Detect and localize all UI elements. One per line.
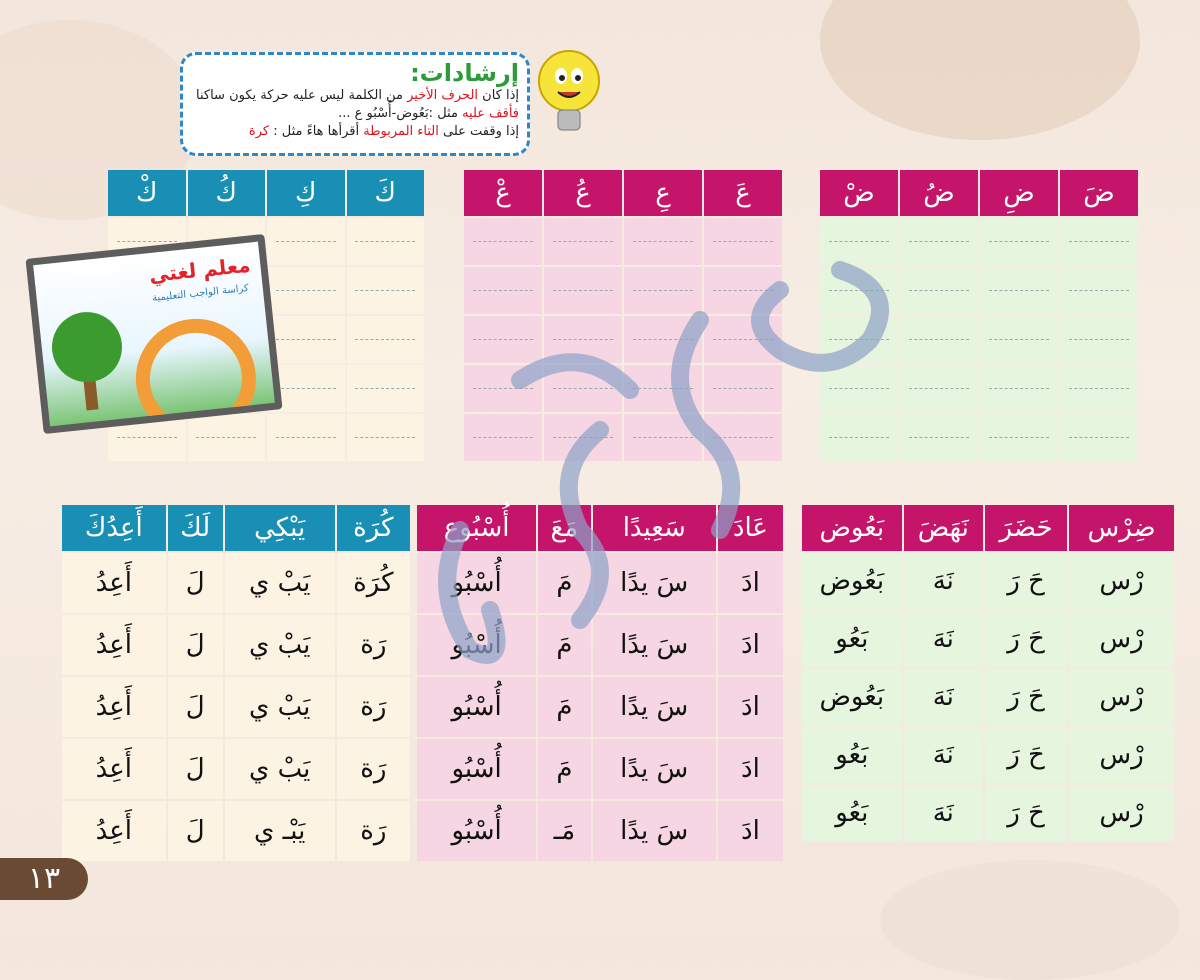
- writing-cell[interactable]: [544, 365, 622, 412]
- word-cell[interactable]: رْس: [1069, 785, 1174, 841]
- word-cell[interactable]: أَعِدُ: [62, 677, 166, 737]
- highlight: كرة: [248, 124, 270, 139]
- word-cell[interactable]: ادَ: [718, 739, 783, 799]
- writing-cell[interactable]: [464, 414, 542, 461]
- grid-header: كْ: [108, 170, 186, 216]
- word-cell[interactable]: نَهَ: [904, 553, 983, 609]
- word-cell[interactable]: حَ رَ: [985, 727, 1067, 783]
- word-cell[interactable]: مَ: [538, 615, 590, 675]
- writing-cell[interactable]: [980, 365, 1058, 412]
- writing-cell[interactable]: [820, 267, 898, 314]
- writing-cell[interactable]: [820, 316, 898, 363]
- word-cell[interactable]: حَ رَ: [985, 785, 1067, 841]
- writing-cell[interactable]: [1060, 365, 1138, 412]
- background-blob: [820, 0, 1140, 140]
- writing-cell[interactable]: [820, 414, 898, 461]
- writing-cell[interactable]: [464, 316, 542, 363]
- writing-cell[interactable]: [1060, 218, 1138, 265]
- highlight: فأقف عليه: [462, 106, 519, 121]
- writing-cell[interactable]: [1060, 414, 1138, 461]
- word-cell[interactable]: رَة: [337, 801, 410, 861]
- writing-cell[interactable]: [820, 365, 898, 412]
- writing-cell[interactable]: [347, 316, 425, 363]
- writing-cell[interactable]: [980, 316, 1058, 363]
- word-cell[interactable]: سَ يدًا: [593, 553, 716, 613]
- writing-cell[interactable]: [464, 267, 542, 314]
- word-cell[interactable]: رْس: [1069, 553, 1174, 609]
- writing-cell[interactable]: [704, 267, 782, 314]
- words-grid-blue: [60, 503, 412, 863]
- word-cell[interactable]: يَبْ ي: [225, 553, 335, 613]
- writing-cell[interactable]: [704, 414, 782, 461]
- writing-cell[interactable]: [267, 414, 345, 461]
- writing-cell[interactable]: [820, 218, 898, 265]
- writing-cell[interactable]: [347, 218, 425, 265]
- writing-cell[interactable]: [900, 365, 978, 412]
- writing-cell[interactable]: [900, 414, 978, 461]
- word-cell[interactable]: بَعُو: [802, 785, 902, 841]
- word-cell[interactable]: لَ: [168, 615, 223, 675]
- word-header: أُسْبُوع: [417, 505, 536, 551]
- text: مثل :بَعُوض-أُسْبُو ع ...: [338, 106, 463, 121]
- writing-cell[interactable]: [980, 218, 1058, 265]
- word-cell[interactable]: لَ: [168, 677, 223, 737]
- word-header: حَضَرَ: [985, 505, 1067, 551]
- writing-cell[interactable]: [544, 218, 622, 265]
- word-cell[interactable]: يَبْ ي: [225, 677, 335, 737]
- writing-cell[interactable]: [704, 365, 782, 412]
- text: من الكلمة ليس عليه حركة يكون ساكنا: [196, 88, 408, 103]
- word-cell[interactable]: كُرَة: [337, 553, 410, 613]
- word-cell[interactable]: لَ: [168, 553, 223, 613]
- text: أقرأها هاءً مثل :: [269, 124, 364, 139]
- word-cell[interactable]: سَ يدًا: [593, 615, 716, 675]
- writing-cell[interactable]: [624, 218, 702, 265]
- highlight: الحرف الأخير: [407, 88, 479, 103]
- instruction-line-3: [191, 123, 519, 141]
- grid-header: ضِ: [980, 170, 1058, 216]
- rainbow-graphic: [130, 313, 262, 426]
- word-cell[interactable]: بَعُوض: [802, 553, 902, 609]
- grid-header: عُ: [544, 170, 622, 216]
- writing-cell[interactable]: [1060, 267, 1138, 314]
- word-cell[interactable]: أُسْبُو: [417, 677, 536, 737]
- word-cell[interactable]: أُسْبُو: [417, 739, 536, 799]
- writing-cell[interactable]: [900, 316, 978, 363]
- word-cell[interactable]: بَعُوض: [802, 669, 902, 725]
- page-number: ١٣: [0, 858, 88, 900]
- grid-header: ضَ: [1060, 170, 1138, 216]
- word-cell[interactable]: حَ رَ: [985, 553, 1067, 609]
- writing-cell[interactable]: [347, 267, 425, 314]
- word-cell[interactable]: أَعِدُ: [62, 801, 166, 861]
- book-cover-image: [25, 234, 282, 434]
- word-header: نَهَضَ: [904, 505, 983, 551]
- instruction-line-2: [191, 105, 519, 123]
- writing-cell[interactable]: [544, 267, 622, 314]
- instruction-line-1: [191, 87, 519, 105]
- word-cell[interactable]: أَعِدُ: [62, 615, 166, 675]
- instructions-box: [180, 52, 530, 156]
- word-cell[interactable]: بَعُو: [802, 727, 902, 783]
- word-cell[interactable]: ادَ: [718, 677, 783, 737]
- grid-header: ضُ: [900, 170, 978, 216]
- word-cell[interactable]: نَهَ: [904, 785, 983, 841]
- grid-header: ضْ: [820, 170, 898, 216]
- word-cell[interactable]: رْس: [1069, 611, 1174, 667]
- grid-header: عَ: [704, 170, 782, 216]
- grid-header: كُ: [188, 170, 266, 216]
- writing-cell[interactable]: [980, 414, 1058, 461]
- word-cell[interactable]: يَبْ ي: [225, 615, 335, 675]
- word-cell[interactable]: مَ: [538, 553, 590, 613]
- writing-cell[interactable]: [347, 365, 425, 412]
- grid-header: عْ: [464, 170, 542, 216]
- writing-cell[interactable]: [544, 414, 622, 461]
- book-cover-art: [33, 242, 275, 427]
- word-cell[interactable]: بَعُو: [802, 611, 902, 667]
- word-header: عَادَ: [718, 505, 783, 551]
- word-cell[interactable]: أَعِدُ: [62, 553, 166, 613]
- word-cell[interactable]: يَبْـ ي: [225, 801, 335, 861]
- writing-cell[interactable]: [980, 267, 1058, 314]
- text: إذا وقفت على: [438, 124, 519, 139]
- writing-cell[interactable]: [347, 414, 425, 461]
- grid-header: كَ: [347, 170, 425, 216]
- word-cell[interactable]: رْس: [1069, 669, 1174, 725]
- words-grid-magenta: [415, 503, 785, 863]
- book-subtitle: كراسة الواجب التعليمية: [151, 282, 250, 304]
- ain-grid: [462, 168, 784, 463]
- tree-graphic: [49, 309, 126, 386]
- word-cell[interactable]: مَ: [538, 739, 590, 799]
- writing-cell[interactable]: [624, 316, 702, 363]
- word-cell[interactable]: رَة: [337, 677, 410, 737]
- text: إذا كان: [478, 88, 519, 103]
- word-cell[interactable]: نَهَ: [904, 669, 983, 725]
- word-cell[interactable]: سَ يدًا: [593, 677, 716, 737]
- word-cell[interactable]: لَ: [168, 739, 223, 799]
- word-cell[interactable]: أُسْبُو: [417, 553, 536, 613]
- writing-cell[interactable]: [624, 365, 702, 412]
- instructions-title: إرشادات:: [410, 59, 519, 87]
- book-title: معلم لغتي: [147, 252, 252, 288]
- highlight: التاء المربوطة: [363, 124, 439, 139]
- word-header: أَعِدُكَ: [62, 505, 166, 551]
- word-header: سَعِيدًا: [593, 505, 716, 551]
- word-header: بَعُوض: [802, 505, 902, 551]
- word-cell[interactable]: سَ يدًا: [593, 801, 716, 861]
- background-blob: [880, 860, 1180, 980]
- word-header: مَعَ: [538, 505, 590, 551]
- writing-cell[interactable]: [188, 414, 266, 461]
- writing-cell[interactable]: [267, 267, 345, 314]
- word-cell[interactable]: مَـ: [538, 801, 590, 861]
- writing-cell[interactable]: [900, 267, 978, 314]
- writing-cell[interactable]: [544, 316, 622, 363]
- writing-cell[interactable]: [267, 316, 345, 363]
- word-cell[interactable]: لَ: [168, 801, 223, 861]
- word-cell[interactable]: مَ: [538, 677, 590, 737]
- writing-cell[interactable]: [624, 267, 702, 314]
- word-cell[interactable]: ادَ: [718, 615, 783, 675]
- writing-cell[interactable]: [624, 414, 702, 461]
- word-header: يَبْكِي: [225, 505, 335, 551]
- lightbulb-icon: [534, 46, 604, 141]
- word-cell[interactable]: رَة: [337, 739, 410, 799]
- word-cell[interactable]: حَ رَ: [985, 669, 1067, 725]
- writing-cell[interactable]: [464, 218, 542, 265]
- word-cell[interactable]: ادَ: [718, 553, 783, 613]
- word-header: ضِرْس: [1069, 505, 1174, 551]
- grid-header: عِ: [624, 170, 702, 216]
- word-cell[interactable]: ادَ: [718, 801, 783, 861]
- writing-cell[interactable]: [1060, 316, 1138, 363]
- word-cell[interactable]: رَة: [337, 615, 410, 675]
- word-cell[interactable]: يَبْ ي: [225, 739, 335, 799]
- writing-cell[interactable]: [704, 218, 782, 265]
- writing-cell[interactable]: [900, 218, 978, 265]
- word-cell[interactable]: رْس: [1069, 727, 1174, 783]
- word-cell[interactable]: أُسْبُو: [417, 801, 536, 861]
- writing-cell[interactable]: [704, 316, 782, 363]
- word-cell[interactable]: نَهَ: [904, 611, 983, 667]
- words-grid-green: [800, 503, 1176, 843]
- word-cell[interactable]: حَ رَ: [985, 611, 1067, 667]
- dad-grid: [818, 168, 1140, 463]
- writing-cell[interactable]: [464, 365, 542, 412]
- word-header: كُرَة: [337, 505, 410, 551]
- word-cell[interactable]: نَهَ: [904, 727, 983, 783]
- grid-header: كِ: [267, 170, 345, 216]
- word-cell[interactable]: أَعِدُ: [62, 739, 166, 799]
- word-cell[interactable]: سَ يدًا: [593, 739, 716, 799]
- word-cell[interactable]: أُسْبُو: [417, 615, 536, 675]
- word-header: لَكَ: [168, 505, 223, 551]
- writing-cell[interactable]: [267, 218, 345, 265]
